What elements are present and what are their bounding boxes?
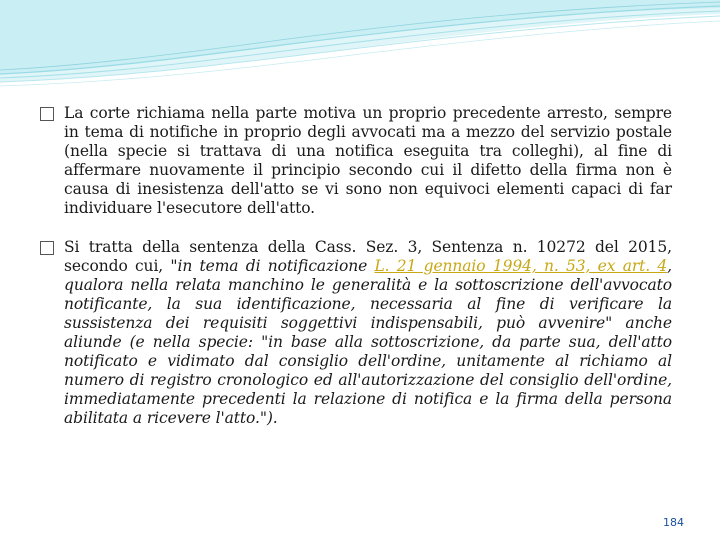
paragraph-precedent <box>40 104 672 218</box>
paragraph-text: La corte richiama nella parte motiva un proprio precedente arresto, sempre in tema di notifiche in proprio degli avvocati ma a mezzo del servizio postale (nella specie si trattava di una notifica eseguita tra colleghi), al fine di affermare nuovamente il principio secondo cui il difetto della firma non è causa di inesistenza dell'atto se vi sono non equivoci elementi capaci di far individuare l'esecutore dell'atto. <box>64 104 672 217</box>
law-reference-link[interactable]: L. 21 gennaio 1994, n. 53, ex art. 4 <box>374 257 668 275</box>
checkbox-bullet-icon <box>40 241 54 255</box>
paragraph-intro: Si tratta della sentenza della Cass. Sez. 3, Sentenza n. 10272 del 2015, secondo cui, " <box>64 238 672 275</box>
slide-content <box>40 104 672 448</box>
paragraph-sentenza <box>40 238 672 428</box>
quote-start: in tema di notificazione <box>177 257 375 275</box>
header-wave-decoration <box>0 0 720 95</box>
page-number: 184 <box>663 516 684 529</box>
quote-rest: , qualora nella relata manchino le generalità e la sottoscrizione dell'avvocato notificante, la sua identificazione, necessaria al fine di verificare la sussistenza dei requisiti soggettivi indispensabili, può avvenire" anche aliunde (e nella specie: "in base alla sottoscrizione, da parte sua, dell'atto notificato e vidimato dal consiglio dell'ordine, unitamente al richiamo al numero di registro cronologico ed all'autorizzazione del consiglio dell'ordine, immediatamente precedenti la relazione di notifica e la firma della persona abilitata a ricevere l'atto."). <box>64 257 672 427</box>
checkbox-bullet-icon <box>40 107 54 121</box>
